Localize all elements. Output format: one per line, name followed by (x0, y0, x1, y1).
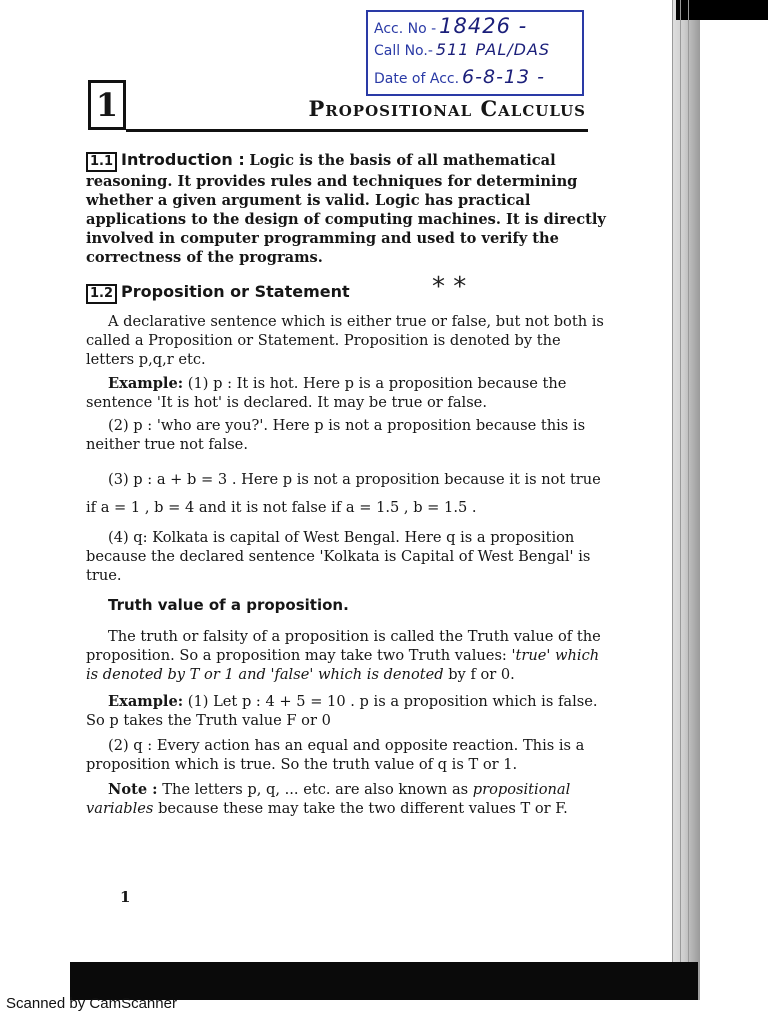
stamp-date-label: Date of Acc. (374, 71, 460, 87)
truth-paragraph-end: by f or 0. (448, 666, 515, 683)
definition-paragraph: A declarative sentence which is either true or false, but not both is called a Proposition or Statement. Proposition is denoted by the letters p,q,r etc. (86, 313, 604, 368)
chapter-title: Propositional Calculus (308, 96, 586, 121)
page-edge (680, 0, 681, 990)
section-heading: Truth value of a proposition. (108, 596, 349, 614)
section-number: 1.2 (86, 284, 117, 304)
title-rule (126, 129, 588, 132)
page-number: 1 (120, 888, 131, 906)
example-3: (3) p : a + b = 3 . Here p is not a proposition because it is not true if a = 1 , b = 4 and it is not false if a = 1.5 , b = 1.5 . (86, 471, 601, 516)
page-edge (672, 0, 673, 990)
proposition-section (86, 282, 606, 585)
example-1: (1) Let p : 4 + 5 = 10 . p is a proposition which is false. So p takes the Truth value F or 0 (86, 693, 598, 729)
example-2: (2) p : 'who are you?'. Here p is not a proposition because this is neither true not false. (86, 417, 586, 453)
stamp-date-row (374, 66, 576, 92)
truth-paragraph: The truth or falsity of a proposition is called the Truth value of the proposition. So a proposition may take two Truth values: (86, 628, 601, 664)
library-stamp (366, 10, 584, 96)
scan-edge-top (676, 0, 768, 20)
example-label: Example: (108, 375, 184, 392)
stamp-date-value: 6-8-13 - (462, 66, 546, 88)
page-edge (688, 0, 689, 990)
stamp-acc-row (374, 14, 576, 40)
section-heading: Proposition or Statement (121, 282, 350, 301)
stamp-acc-value: 18426 - (439, 14, 528, 38)
intro-text: Logic is the basis of all mathematical reasoning. It provides rules and techniques for determining whether a given argument is valid. Logic has practical applications to the design of computing machines. It is directly involved in computer programming and used to verify the correctness of the programs. (86, 152, 606, 266)
note-italic: propositional variables (86, 781, 571, 817)
note-label: Note : (108, 781, 158, 798)
note-text: The letters p, q, ... etc. are also known as (162, 781, 469, 798)
example-2: (2) q : Every action has an equal and opposite reaction. This is a proposition which is true. So the truth value of q is T or 1. (86, 737, 585, 773)
chapter-number: 1 (88, 80, 126, 130)
stamp-call-row (374, 40, 576, 66)
intro-section (86, 150, 606, 267)
truth-paragraph-italic: 'true' which is denoted by T or 1 and 'false' which is denoted (86, 647, 600, 683)
truth-value-section (86, 596, 606, 818)
example-1: (1) p : It is hot. Here p is a proposition because the sentence 'It is hot' is declared. It may be true or false. (86, 375, 567, 411)
note-text-end: because these may take the two different values T or F. (158, 800, 568, 817)
section-heading: Introduction : (121, 150, 245, 169)
example-label: Example: (108, 693, 184, 710)
asterisk-marks: * * (432, 272, 467, 302)
example-4: (4) q: Kolkata is capital of West Bengal. Here q is a proposition because the declared sentence 'Kolkata is Capital of West Bengal' is true. (86, 529, 591, 584)
scanner-watermark: Scanned by CamScanner (6, 995, 177, 1012)
stamp-call-value: 511 PAL/DAS (435, 40, 551, 59)
stamp-call-label: Call No.- (374, 43, 433, 59)
stamp-acc-label: Acc. No - (374, 21, 437, 37)
book-page (70, 0, 672, 962)
section-number: 1.1 (86, 152, 117, 172)
